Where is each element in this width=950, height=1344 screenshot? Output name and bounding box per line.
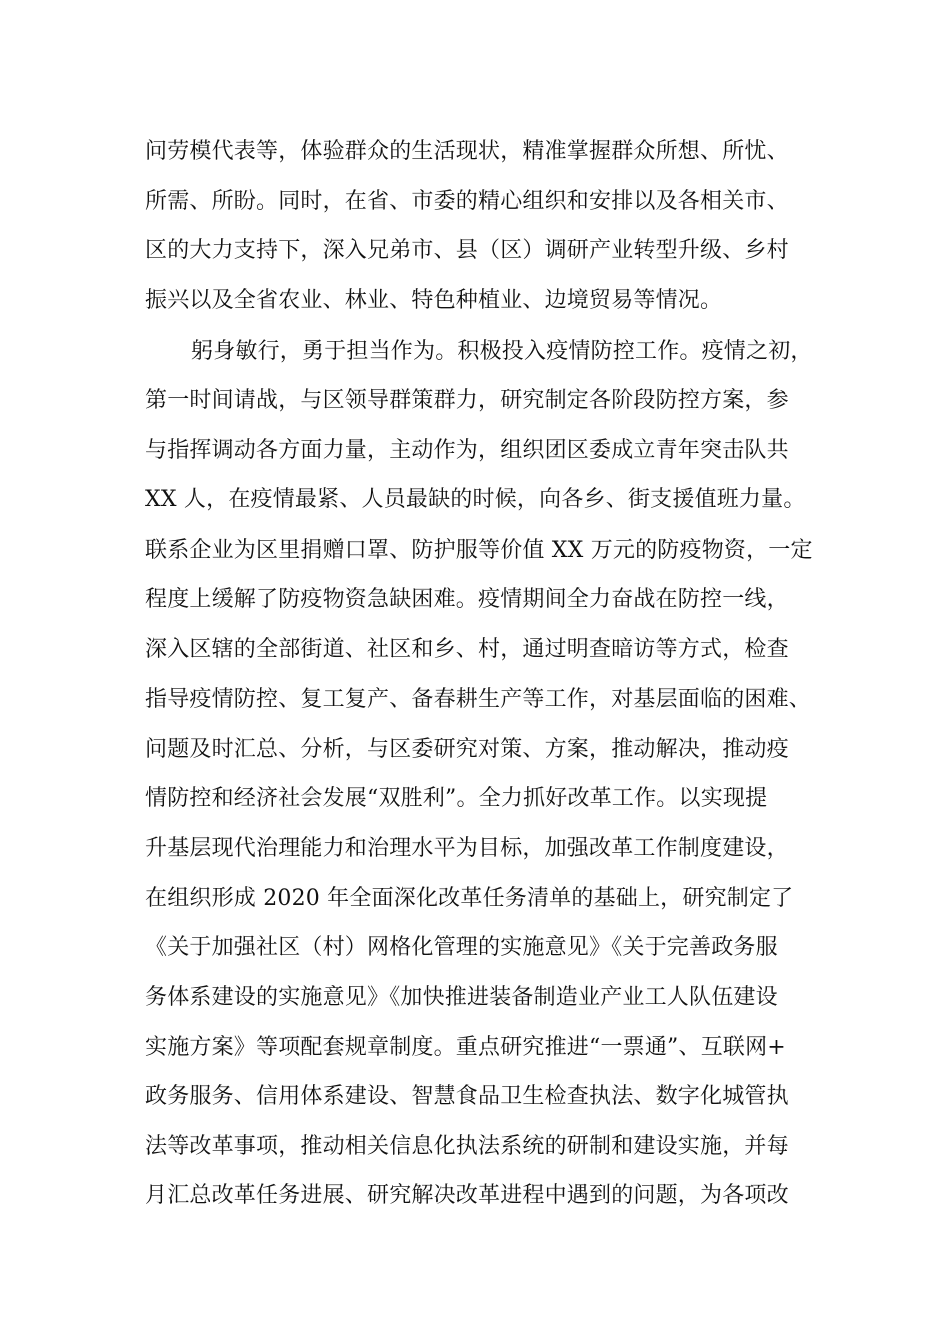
paragraph-first-line: 躬身敏行，勇于担当作为。积极投入疫情防控工作。疫情之初， <box>191 339 813 364</box>
body-text-line: 情防控和经济社会发展“双胜利”。全力抓好改革工作。以实现提 <box>145 786 768 811</box>
body-text-line: 问题及时汇总、分析，与区委研究对策、方案，推动解决，推动疫 <box>145 737 789 762</box>
body-text-line: 联系企业为区里捐赠口罩、防护服等价值 XX 万元的防疫物资，一定 <box>145 538 813 563</box>
body-text-line: 问劳模代表等，体验群众的生活现状，精准掌握群众所想、所忧、 <box>145 139 789 164</box>
body-text-line: 第一时间请战，与区领导群策群力，研究制定各阶段防控方案，参 <box>145 388 789 413</box>
body-text-line: 程度上缓解了防疫物资急缺困难。疫情期间全力奋战在防控一线， <box>145 587 789 612</box>
body-text-line: 务体系建设的实施意见》《加快推进装备制造业产业工人队伍建设 <box>145 985 778 1010</box>
body-text-line: 月汇总改革任务进展、研究解决改革进程中遇到的问题，为各项改 <box>145 1183 789 1208</box>
body-text-line: 指导疫情防控、复工复产、备春耕生产等工作，对基层面临的困难、 <box>145 687 812 712</box>
body-text-line: 与指挥调动各方面力量，主动作为，组织团区委成立青年突击队共 <box>145 438 789 463</box>
body-text-line: 所需、所盼。同时，在省、市委的精心组织和安排以及各相关市、 <box>145 189 789 214</box>
body-text-line: 在组织形成 2020 年全面深化改革任务清单的基础上，研究制定了 <box>145 886 794 911</box>
body-text-line: XX 人，在疫情最紧、人员最缺的时候，向各乡、街支援值班力量。 <box>145 487 806 512</box>
body-text-line: 升基层现代治理能力和治理水平为目标，加强改革工作制度建设， <box>145 836 789 861</box>
body-text-line: 政务服务、信用体系建设、智慧食品卫生检查执法、数字化城管执 <box>145 1084 789 1109</box>
body-text-line: 实施方案》等项配套规章制度。重点研究推进“一票通”、互联网+ <box>145 1035 786 1060</box>
body-text-line: 振兴以及全省农业、林业、特色种植业、边境贸易等情况。 <box>145 288 723 313</box>
body-text-line: 区的大力支持下，深入兄弟市、县（区）调研产业转型升级、乡村 <box>145 238 789 263</box>
body-text-line: 法等改革事项，推动相关信息化执法系统的研制和建设实施，并每 <box>145 1134 789 1159</box>
body-text-line: 《关于加强社区（村）网格化管理的实施意见》《关于完善政务服 <box>145 935 778 960</box>
body-text-line: 深入区辖的全部街道、社区和乡、村，通过明查暗访等方式，检查 <box>145 637 789 662</box>
